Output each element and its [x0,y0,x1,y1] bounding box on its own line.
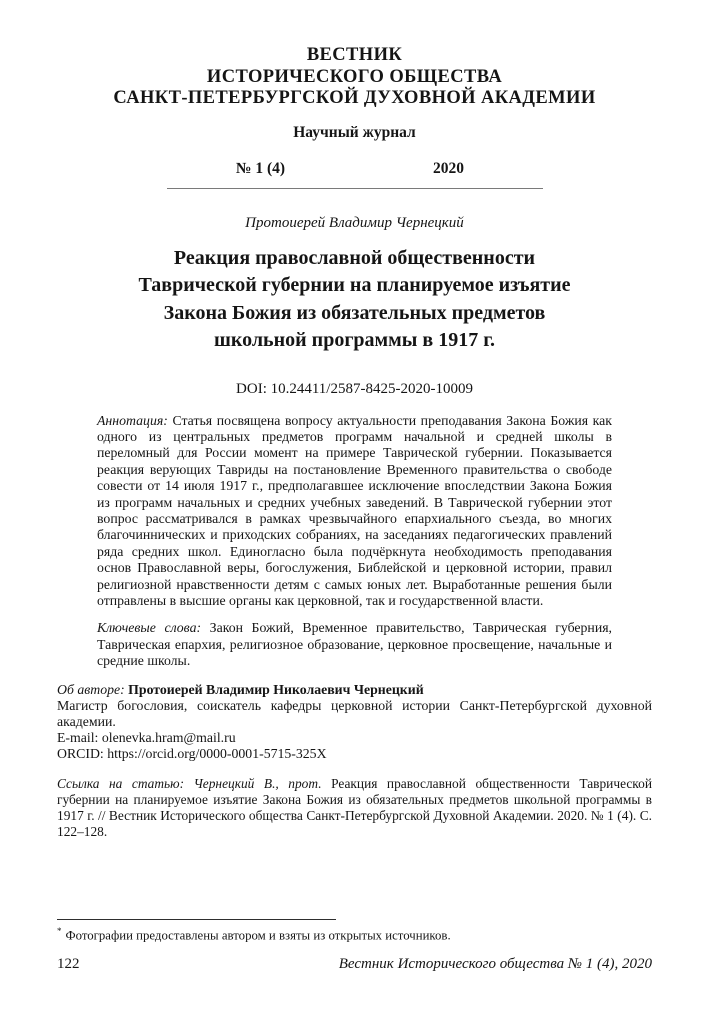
article-content [0,215,709,840]
email-value: olenevka.hram@mail.ru [101,730,236,746]
footnote-section [57,919,652,943]
abstract-section [97,413,612,610]
author-full-name: Протоиерей Владимир Николаевич Чернецкий [128,681,424,697]
keywords-label: Ключевые слова: [97,620,202,636]
citation-text: Реакция православной общественности Таврической губернии на планируемое изъятие Закона Божия из обязательных предметов школьной программы в 1917 г. // Вестник Исторического общества Санкт-Петербургской Духовной Академии. 2020. № 1 (4). С. 122–128. [57,775,652,839]
author-email-line [57,730,652,746]
journal-masthead [0,0,709,189]
keywords-text: Закон Божий, Временное правительство, Таврическая губерния, Таврическая епархия, религиозное образование, церковное просвещение, начальные и средние школы. [97,620,612,669]
article-title-line-4: школьной программы в 1917 г. [213,329,496,351]
journal-title-line-1: ВЕСТНИК [306,45,403,65]
article-title-line-2: Таврической губернии на планируемое изъятие [138,274,571,296]
issue-year: 2020 [433,159,464,177]
article-title-line-3: Закона Божия из обязательных предметов [163,301,546,324]
orcid-label: ORCID: [57,746,104,762]
citation-section [57,776,652,840]
author-orcid-line [57,746,652,762]
footnote [57,926,652,943]
article-author: Протоиерей Владимир Чернецкий [245,214,464,231]
author-bio: Магистр богословия, соискатель кафедры церковной истории Санкт-Петербургской духовной академии. [57,697,652,729]
issue-row [167,160,543,178]
running-title: Вестник Исторического общества № 1 (4), 2020 [338,956,652,972]
article-title-line-1: Реакция православной общественности [173,246,536,269]
orcid-value: https://orcid.org/0000-0001-5715-325X [107,746,327,762]
footnote-marker: * [57,926,62,936]
page-number: 122 [57,956,80,972]
journal-title [0,45,709,110]
journal-subtitle: Научный журнал [293,123,416,141]
abstract-text: Статья посвящена вопросу актуальности преподавания Закона Божия как одного из центральных предметов программ начальной и средней школы в переломный для России момент на примере Таврической губернии. Показывается реакция верующих Тавриды на постановление Временного правительства о свободе совести от 14 июля 1917 г., предполагавшее исключение впоследствии Закона Божия из программ начальных и средних учебных заведений. В Таврической губернии этот вопрос рассматривался в рамках чрезвычайного епархиального съезда, во многих благочиннических и приходских собраниях, на заседаниях педагогических правлений ряда средних школ. Единогласно была подчёркнута необходимость преподавания основ Православной веры, богослужения, Библейской и церковной истории, правил религиозной нравственности детям с самых юных лет. Выработанные решения были отправлены в высшие органы как церковной, так и государственной власти. [97,412,612,608]
journal-title-line-3: САНКТ-ПЕТЕРБУРГСКОЙ ДУХОВНОЙ АКАДЕМИИ [113,88,596,108]
article-title [55,245,654,355]
header-divider [167,188,543,189]
citation-label: Ссылка на статью: [57,775,185,791]
page-footer [57,956,652,973]
abstract-label: Аннотация: [97,412,168,428]
article-doi: DOI: 10.24411/2587-8425-2020-10009 [236,380,473,397]
footnote-rule [57,919,336,920]
about-author-section [57,682,652,763]
citation-authors: Чернецкий В., прот. [193,775,322,791]
journal-title-line-2: ИСТОРИЧЕСКОГО ОБЩЕСТВА [206,66,503,87]
issue-number: № 1 (4) [235,159,286,177]
footnote-text: Фотографии предоставлены автором и взяты из открытых источников. [65,928,451,943]
about-author-label: Об авторе: [57,681,125,697]
keywords-section [97,620,612,669]
email-label: E-mail: [57,730,99,746]
